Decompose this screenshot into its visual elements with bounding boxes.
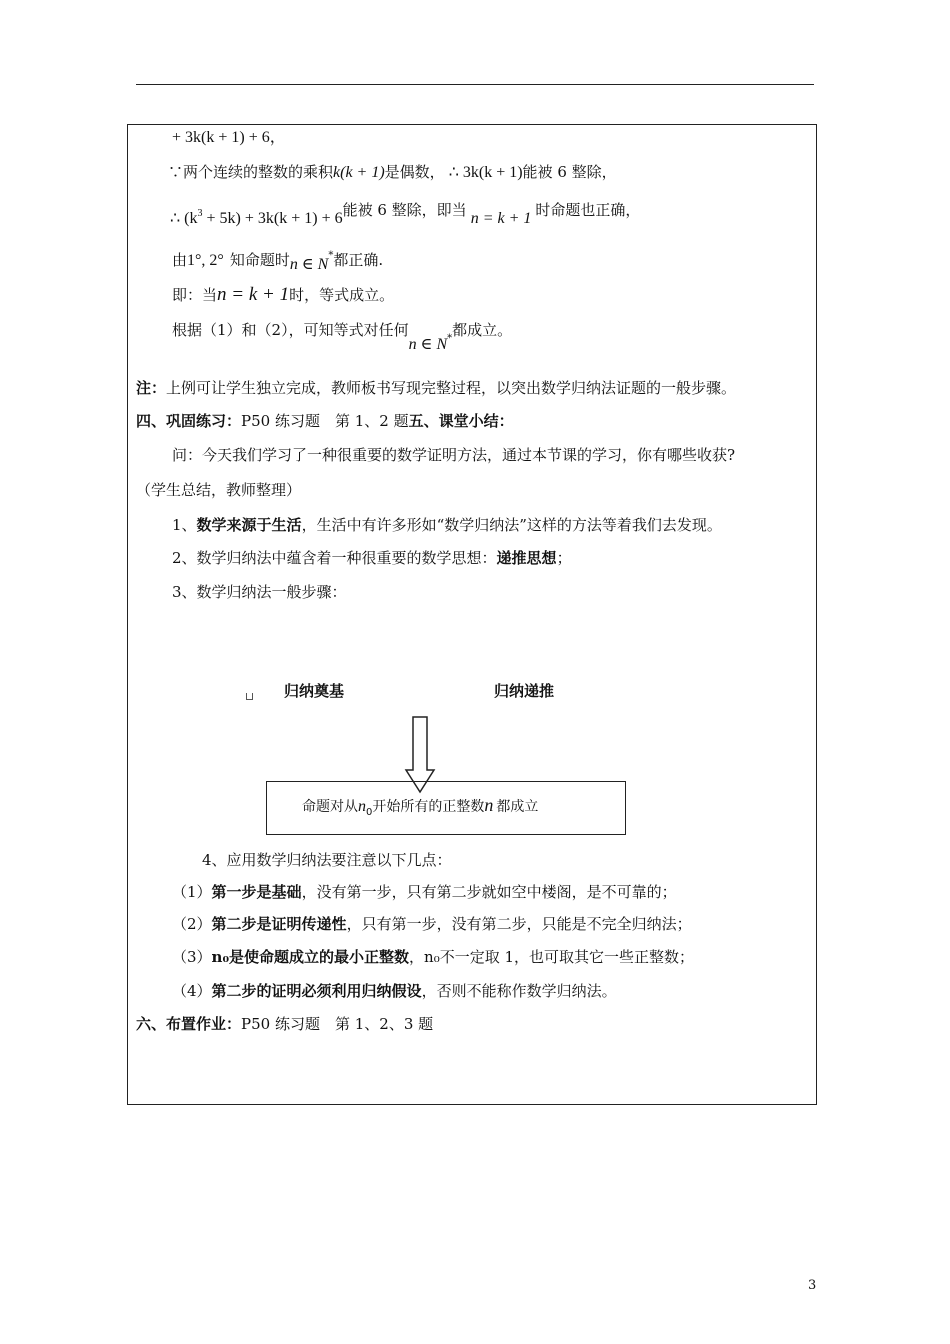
- section-6-label: 六、布置作业：: [136, 1015, 242, 1033]
- conclusion-text: [302, 795, 538, 819]
- conclusion-text-b: 开始所有的正整数: [372, 799, 485, 815]
- notes-4-item-3-rest: ，n₀不一定取 1，也可取其它一些正整数；: [409, 948, 695, 966]
- page-number: 3: [808, 1278, 817, 1293]
- proof-line-2-e: 能被 6 整除，: [522, 163, 617, 181]
- section-6-line: [136, 1014, 433, 1034]
- notes-4-item-2-bold: 第二步是证明传递性: [211, 915, 347, 933]
- summary-question: 问：今天我们学习了一种很重要的数学证明方法，通过本节课的学习，你有哪些收获?: [172, 446, 736, 464]
- section-6-text: P50 练习题 第 1、2、3 题: [241, 1015, 434, 1033]
- note-text: 上例可让学生独立完成，教师板书写现完整过程，以突出数学归纳法证题的一般步骤。: [166, 379, 737, 397]
- section-4-text: P50 练习题 第 1、2 题: [241, 412, 409, 430]
- notes-4-item-4-num: （4）: [172, 982, 212, 1000]
- diagram-left-label: 归纳奠基: [284, 682, 345, 700]
- notes-4-item-3-num: （3）: [172, 948, 212, 966]
- summary-item-2-end: ；: [556, 549, 572, 567]
- proof-line-3-c: 能被 6 整除，即当: [342, 201, 467, 219]
- proof-line-5-b: n = k + 1: [217, 284, 290, 305]
- summary-item-1-num: 1、: [172, 516, 197, 534]
- section-4-line: [136, 411, 514, 431]
- proof-line-6-c: 都成立。: [452, 321, 513, 339]
- header-rule: [136, 84, 814, 85]
- summary-aside: （学生总结，教师整理）: [136, 481, 302, 499]
- proof-line-1-text: + 3k(k + 1) + 6，: [172, 129, 286, 146]
- conclusion-n: n: [484, 795, 494, 815]
- proof-line-4-sup: *: [328, 250, 334, 261]
- summary-item-1-bold: 数学来源于生活: [196, 516, 302, 534]
- proof-line-3-a: ∴ (k: [170, 210, 198, 227]
- note-label: 注：: [136, 379, 167, 397]
- proof-line-2-expr2: ∴ 3k(k + 1): [448, 164, 523, 181]
- proof-line-2: [168, 162, 617, 183]
- note-line: [136, 378, 736, 398]
- proof-line-3: [170, 200, 641, 227]
- proof-line-6: [172, 320, 513, 353]
- notes-4-item-1: [172, 882, 677, 902]
- summary-item-1-rest: ，生活中有许多形如“数学归纳法”这样的方法等着我们去发现。: [301, 516, 722, 534]
- notes-4-item-2-rest: ，只有第一步，没有第二步，只能是不完全归纳法；: [346, 915, 692, 933]
- proof-line-6-a: 根据（1）和（2），可知等式对任何: [172, 321, 409, 339]
- proof-line-4-d: n ∈ N: [289, 256, 329, 273]
- proof-line-3-e: 时命题也正确，: [535, 201, 641, 219]
- conclusion-n0: n: [358, 798, 366, 815]
- notes-4-item-1-num: （1）: [172, 883, 212, 901]
- proof-line-5-c: 时，等式成立。: [289, 286, 395, 304]
- notes-4-item-3-bold: n₀是使命题成立的最小正整数: [211, 948, 410, 966]
- proof-line-2-a: ∵两个连续的整数的乘积: [168, 163, 334, 181]
- proof-line-2-c: 是偶数，: [384, 163, 445, 181]
- notes-4-item-4-rest: ，否则不能称作数学归纳法。: [421, 982, 617, 1000]
- proof-line-2-expr: k(k + 1): [333, 164, 385, 181]
- proof-line-1: [172, 128, 286, 148]
- section-5-label: 五、课堂小结：: [408, 412, 514, 430]
- proof-line-4: [172, 250, 383, 273]
- summary-item-2-bold: 递推思想: [496, 549, 557, 567]
- proof-line-5: [172, 285, 394, 305]
- proof-line-6-sup: *: [447, 333, 453, 344]
- summary-item-2-a: 2、数学归纳法中蕴含着一种很重要的数学思想：: [172, 549, 497, 567]
- proof-line-4-c: 知命题时: [229, 251, 290, 269]
- notes-4-item-4: [172, 981, 617, 1001]
- proof-line-6-b: n ∈ N: [408, 336, 448, 353]
- notes-4-item-1-bold: 第一步是基础: [211, 883, 302, 901]
- conclusion-n0-sub: 0: [366, 807, 373, 818]
- summary-item-3: 3、数学归纳法一般步骤：: [172, 583, 347, 601]
- proof-line-4-e: 都正确.: [333, 251, 384, 269]
- notes-4-item-4-bold: 第二步的证明必须利用归纳假设: [211, 982, 422, 1000]
- summary-item-1: [172, 515, 722, 535]
- conclusion-text-c: 都成立: [496, 799, 539, 815]
- proof-line-3-expr: n = k + 1: [470, 210, 532, 227]
- proof-line-5-a: 即：当: [172, 286, 218, 304]
- notes-4-item-2: [172, 914, 692, 934]
- proof-line-4-b: 1°, 2°: [187, 252, 224, 269]
- notes-4-item-1-rest: ，没有第一步，只有第二步就如空中楼阁，是不可靠的；: [301, 883, 677, 901]
- proof-line-4-a: 由: [172, 251, 188, 269]
- conclusion-text-a: 命题对从: [302, 799, 358, 815]
- proof-line-3-sup: 3: [197, 208, 203, 219]
- notes-4-item-2-num: （2）: [172, 915, 212, 933]
- diagram-right-label: 归纳递推: [494, 682, 555, 700]
- notes-4-title: 4、应用数学归纳法要注意以下几点：: [202, 851, 452, 869]
- small-bracket-mark: [246, 693, 253, 700]
- proof-line-3-b: + 5k) + 3k(k + 1) + 6: [202, 210, 343, 227]
- summary-item-2: [172, 548, 572, 568]
- notes-4-item-3: [172, 947, 694, 967]
- section-4-label: 四、巩固练习：: [136, 412, 242, 430]
